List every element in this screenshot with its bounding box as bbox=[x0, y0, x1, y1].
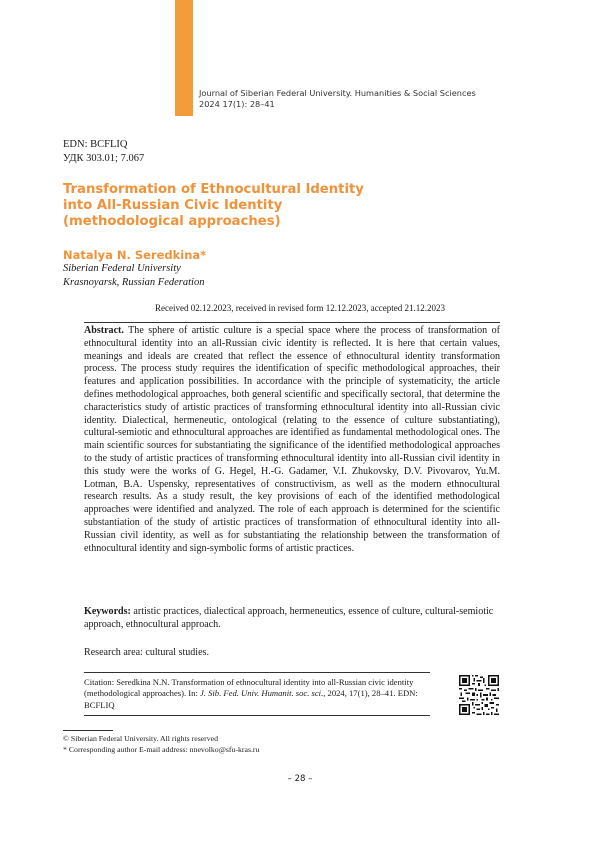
research-area: Research area: cultural studies. bbox=[84, 647, 209, 658]
citation bbox=[84, 677, 430, 711]
title-line-3: (methodological approaches) bbox=[63, 214, 281, 229]
abstract-label: Abstract. bbox=[84, 325, 124, 336]
journal-issue: 2024 17(1): 28–41 bbox=[199, 99, 275, 109]
keywords bbox=[84, 606, 500, 632]
author-name: Natalya N. Seredkina* bbox=[63, 248, 207, 262]
keywords-label: Keywords: bbox=[84, 606, 131, 617]
edn-code: EDN: BCFLIQ bbox=[63, 139, 128, 150]
citation-bottom-rule bbox=[84, 715, 430, 716]
udk-code: УДК 303.01; 7.067 bbox=[63, 153, 145, 164]
journal-header bbox=[199, 88, 476, 110]
journal-accent-bar bbox=[175, 0, 193, 116]
affiliation-location: Krasnoyarsk, Russian Federation bbox=[63, 277, 205, 288]
affiliation-university: Siberian Federal University bbox=[63, 263, 181, 274]
author-affiliation bbox=[63, 262, 204, 290]
title-line-1: Transformation of Ethnocultural Identity bbox=[63, 182, 364, 197]
article-title bbox=[63, 182, 383, 230]
title-line-2: into All-Russian Civic Identity bbox=[63, 198, 283, 213]
citation-journal: J. Sib. Fed. Univ. Humanit. soc. sci. bbox=[199, 688, 324, 699]
footnote-divider bbox=[63, 730, 113, 731]
citation-prefix: Citation: Seredkina N.N. Transformation of ethnocultural identity into all-Russian civic identity (methodological approaches). In: bbox=[84, 677, 414, 699]
received-dates: Received 02.12.2023, received in revised form 12.12.2023, accepted 21.12.2023 bbox=[155, 303, 445, 313]
article-meta bbox=[63, 138, 144, 166]
page-number: – 28 – bbox=[287, 774, 313, 784]
keywords-text: artistic practices, dialectical approach, hermeneutics, essence of culture, cultural-semiotic approach, ethnocultural approach. bbox=[84, 606, 494, 630]
citation-suffix: , 2024, 17(1), 28–41. EDN: BCFLIQ bbox=[84, 688, 418, 710]
copyright-notice: © Siberian Federal University. All rights reserved bbox=[63, 734, 219, 743]
abstract bbox=[84, 325, 500, 555]
footnotes bbox=[63, 734, 259, 755]
abstract-divider bbox=[84, 322, 500, 323]
abstract-text: The sphere of artistic culture is a special space where the process of transformation of ethnocultural identity into an all-Russian civic identity is reflected. It is here that certain values, meanings and ideals are created that reflect the essence of ethnocultural identity transformation process. The process study requires the identification of specific methodological approaches, their features and application possibilities. In accordance with the principle of systematicity, the article defines methodological approaches, both general scientific and specifically sectoral, that determine the characteristics study of artistic practices of transforming ethnocultural identity into all-Russian civic identity. Dialectical, hermeneutic, ontological (relating to the essence of culture substantiating), cultural-semiotic and ethnocultural approaches are identified as fundamental methodological ones. The main scientific sources for substantiating the significance of the identified methodological approaches to the study of artistic practices of transforming ethnocultural identity into all-Russian civil identity in this study were the works of G. Hegel, H.-G. Gadamer, V.I. Zhukovsky, D.V. Pivovarov, Yu.M. Lotman, B.A. Uspensky, representatives of constructivism, as well as the modern ethnocultural research results. As a study result, the key provisions of each of the identified methodological approaches were identified and analyzed. The role of each approach is determined for the scientific substantiation of the study of artistic practices of transformation of ethnocultural identity into all-Russian civil identity, as well as for substantiating the relationship between the transformation of ethnocultural identity and sign-symbolic forms of artistic practices. bbox=[84, 325, 500, 554]
journal-name: Journal of Siberian Federal University. Humanities & Social Sciences bbox=[199, 88, 476, 98]
citation-top-rule bbox=[84, 672, 430, 673]
corresponding-author-note: * Corresponding author E-mail address: nnevolko@sfu-kras.ru bbox=[63, 744, 260, 754]
qr-code-icon bbox=[459, 675, 499, 715]
